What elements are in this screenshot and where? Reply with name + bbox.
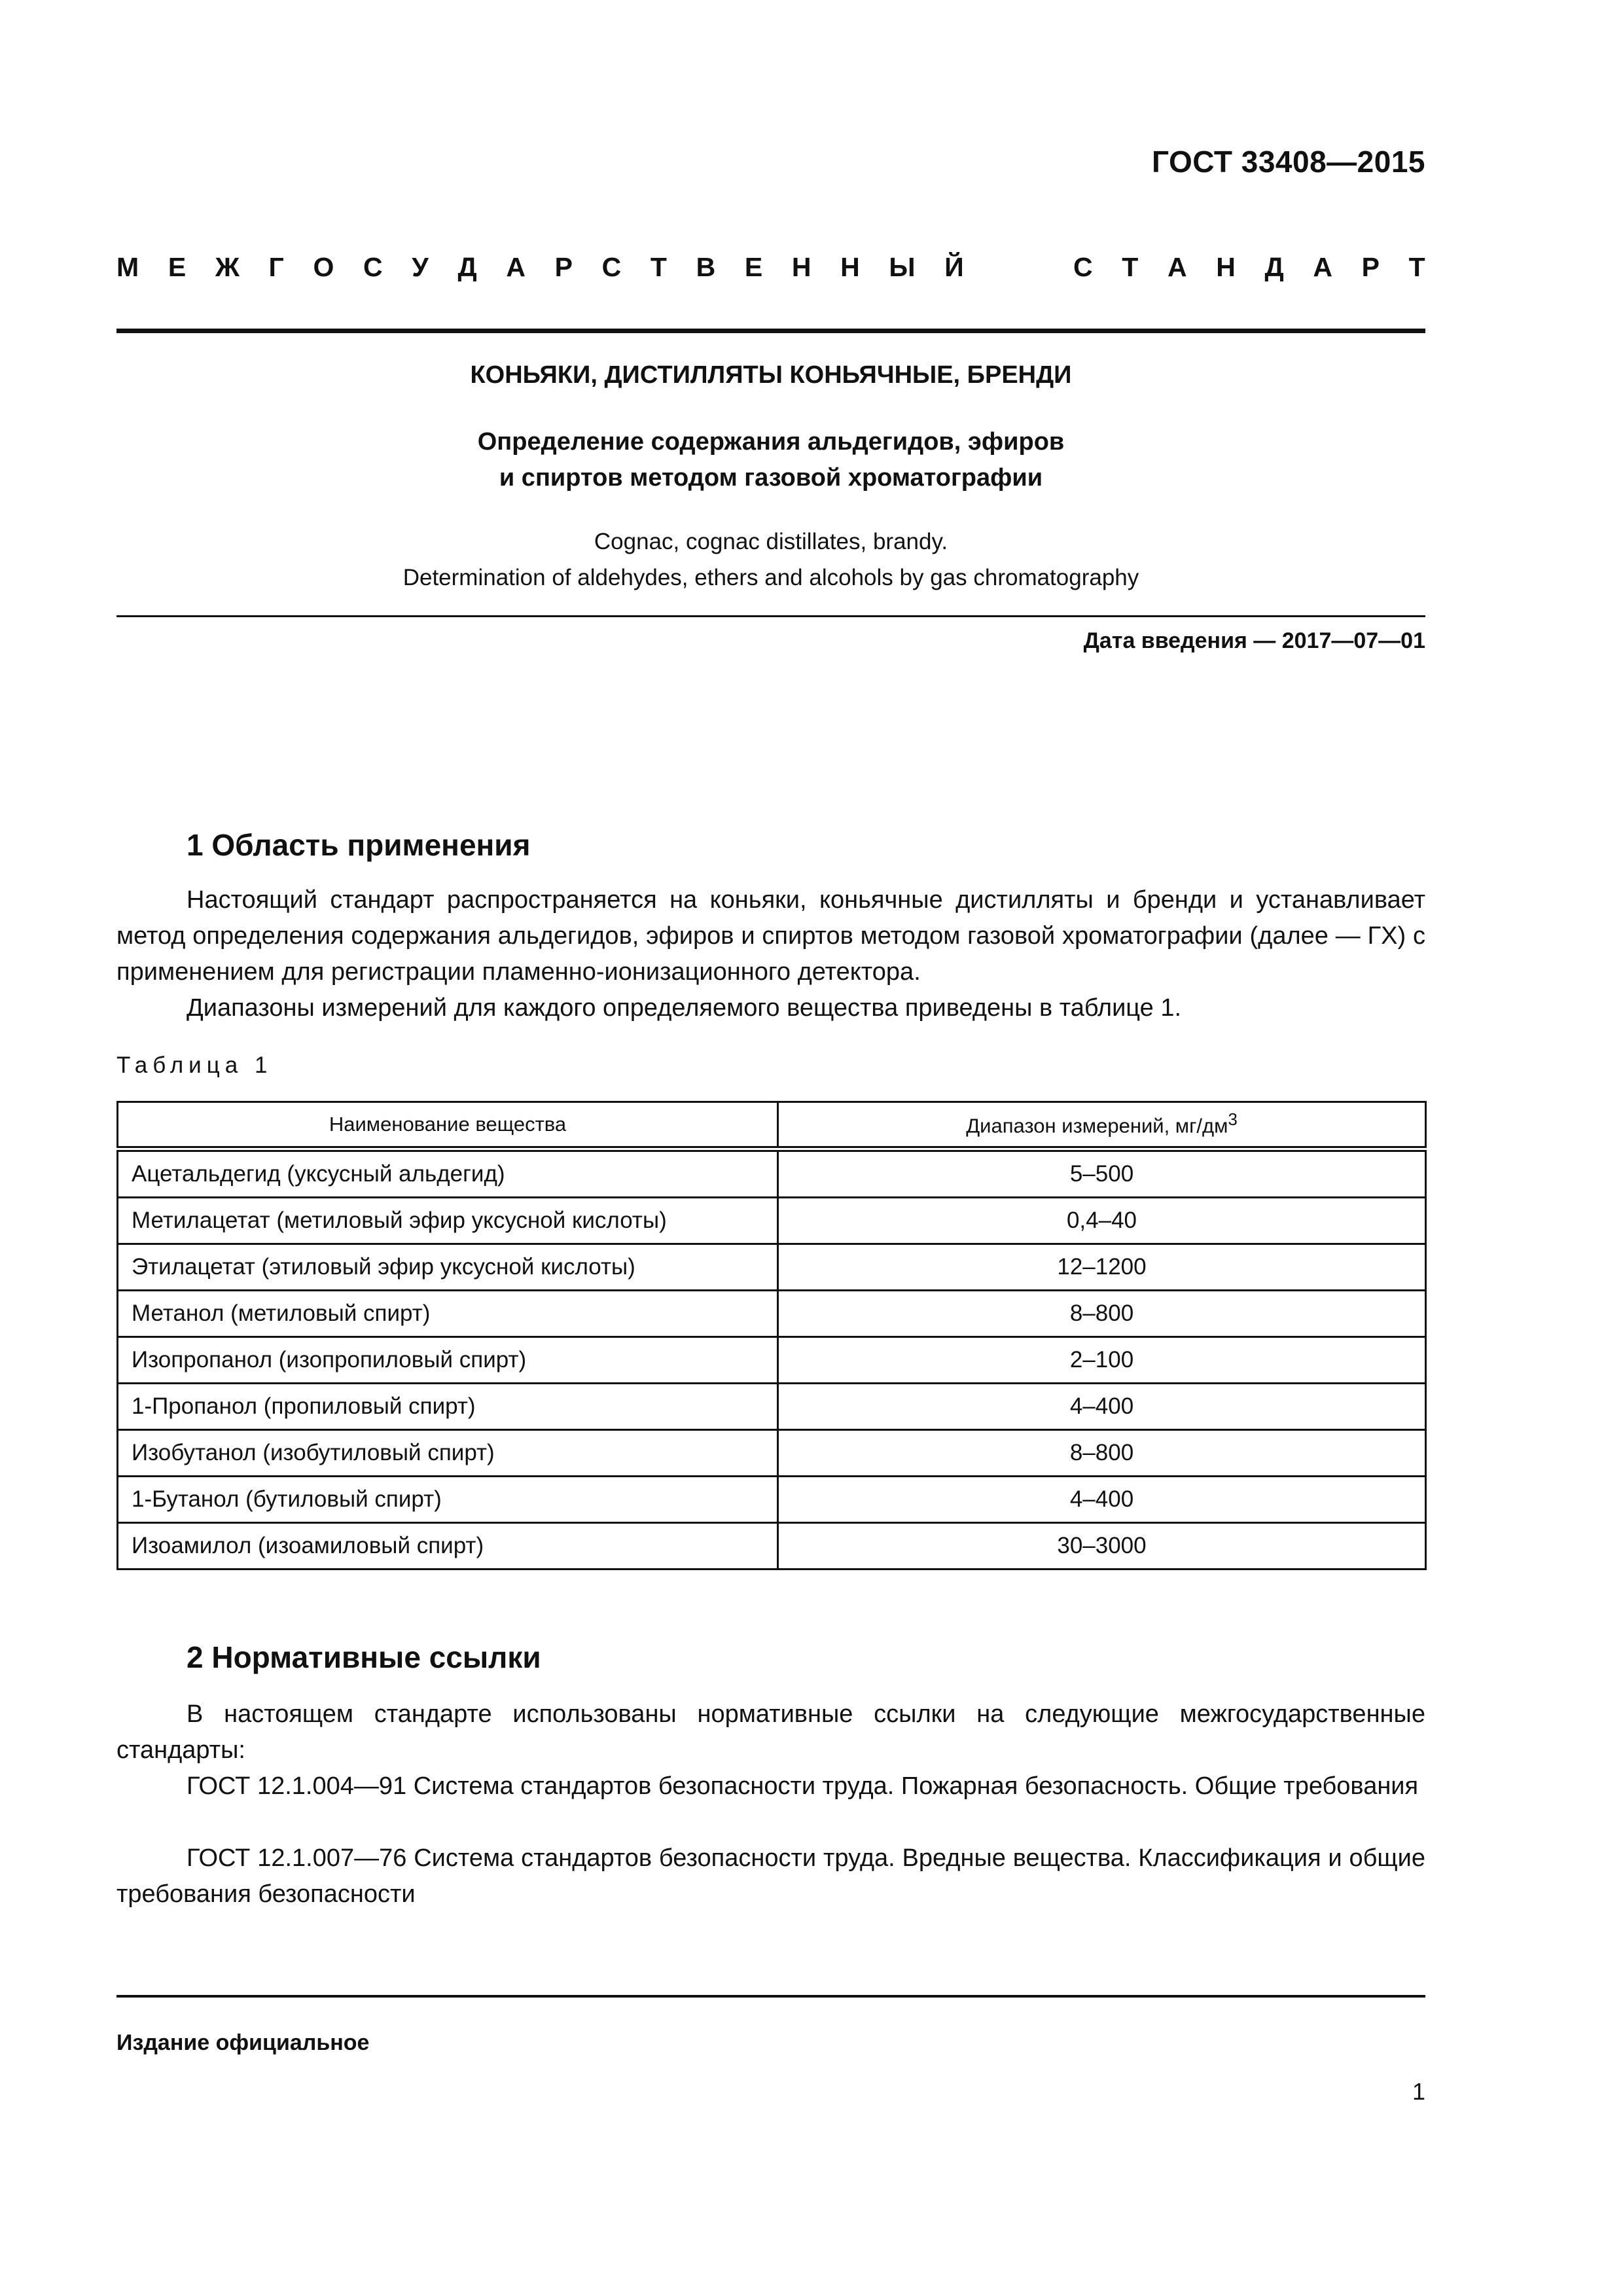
document-title: КОНЬЯКИ, ДИСТИЛЛЯТЫ КОНЬЯЧНЫЕ, БРЕНДИ — [470, 361, 1072, 389]
subtitle-line: Определение содержания альдегидов, эфиров — [477, 428, 1065, 456]
substance-cell: Метилацетат (метиловый эфир уксусной кислоты) — [118, 1198, 778, 1244]
range-cell: 0,4–40 — [778, 1198, 1426, 1244]
title-divider — [116, 615, 1425, 617]
table-row — [118, 1198, 1426, 1244]
heading-letter: С — [1073, 251, 1093, 282]
substance-cell: Метанол (метиловый спирт) — [118, 1291, 778, 1337]
substance-cell: Этилацетат (этиловый эфир уксусной кислоты) — [118, 1244, 778, 1291]
range-cell: 4–400 — [778, 1477, 1426, 1523]
introduction-date: Дата введения — 2017—07—01 — [1083, 628, 1425, 653]
range-cell: 4–400 — [778, 1384, 1426, 1430]
heading-letter: А — [1167, 251, 1187, 282]
substance-cell: Изоамилол (изоамиловый спирт) — [118, 1523, 778, 1570]
heading-letter: А — [1313, 251, 1332, 282]
heading-letter: Е — [168, 251, 187, 282]
section-1-heading: 1 Область применения — [187, 828, 531, 862]
heading-letter: Т — [1408, 251, 1425, 282]
substance-cell: Ацетальдегид (уксусный альдегид) — [118, 1149, 778, 1198]
header-text: Диапазон измерений, мг/дм — [966, 1114, 1228, 1138]
heading-letter: У — [412, 251, 429, 282]
heading-letter: О — [313, 251, 334, 282]
table-row — [118, 1523, 1426, 1570]
table-row — [118, 1477, 1426, 1523]
normative-reference — [116, 1768, 1425, 1804]
standard-number: ГОСТ 33408—2015 — [1152, 145, 1425, 179]
footer-divider — [116, 1995, 1425, 1998]
header-divider — [116, 329, 1425, 333]
heading-letter: Т — [650, 251, 667, 282]
substance-cell: Изобутанол (изобутиловый спирт) — [118, 1430, 778, 1477]
range-cell: 2–100 — [778, 1337, 1426, 1384]
table-row — [118, 1384, 1426, 1430]
section-1-paragraph — [116, 882, 1425, 990]
heading-letter: Р — [554, 251, 573, 282]
english-title-line: Determination of aldehydes, ethers and alcohols by gas chromatography — [402, 565, 1139, 590]
header-superscript: 3 — [1228, 1111, 1238, 1130]
edition-label: Издание официальное — [116, 2030, 370, 2055]
range-cell: 30–3000 — [778, 1523, 1426, 1570]
table-row — [118, 1149, 1426, 1198]
document-subtitle — [116, 424, 1425, 496]
section-2-paragraph — [116, 1696, 1425, 1768]
range-cell: 8–800 — [778, 1291, 1426, 1337]
heading-letter: Н — [791, 251, 812, 282]
table-row — [118, 1291, 1426, 1337]
heading-letter: А — [506, 251, 526, 282]
section-1-paragraph — [116, 990, 1425, 1026]
heading-letter: М — [116, 251, 139, 282]
range-cell: 12–1200 — [778, 1244, 1426, 1291]
heading-letter: С — [601, 251, 622, 282]
heading-letter: Д — [457, 251, 477, 282]
table-caption: Таблица 1 — [116, 1052, 273, 1078]
range-cell: 8–800 — [778, 1430, 1426, 1477]
column-header-range — [778, 1102, 1426, 1149]
table-row — [118, 1430, 1426, 1477]
english-title — [116, 524, 1425, 596]
reference-text: ГОСТ 12.1.007—76 Система стандартов безопасности труда. Вредные вещества. Классификация и общие требования безопасности — [116, 1844, 1425, 1908]
table-header-row — [118, 1102, 1426, 1149]
heading-letter: Н — [840, 251, 860, 282]
heading-letter: Ы — [889, 251, 916, 282]
measurement-ranges-table — [116, 1101, 1427, 1570]
reference-text: ГОСТ 12.1.004—91 Система стандартов безопасности труда. Пожарная безопасность. Общие требования — [187, 1772, 1419, 1800]
heading-letter: В — [696, 251, 716, 282]
substance-cell: 1-Пропанол (пропиловый спирт) — [118, 1384, 778, 1430]
substance-cell: 1-Бутанол (бутиловый спирт) — [118, 1477, 778, 1523]
heading-letter: Й — [944, 251, 964, 282]
english-title-line: Cognac, cognac distillates, brandy. — [594, 529, 948, 554]
interstate-standard-heading — [116, 247, 1425, 287]
heading-letter: Г — [268, 251, 284, 282]
table-row — [118, 1244, 1426, 1291]
table-row — [118, 1337, 1426, 1384]
heading-letter: С — [363, 251, 383, 282]
page-number: 1 — [1412, 2078, 1425, 2105]
paragraph-text: Настоящий стандарт распространяется на коньяки, коньячные дистилляты и бренди и устанавливает метод определения содержания альдегидов, эфиров и спиртов методом газовой хроматографии (далее — ГХ) с применением для регистрации пламенно-ионизационного детектора. — [116, 886, 1425, 986]
heading-letter: Р — [1361, 251, 1380, 282]
heading-letter: Е — [744, 251, 763, 282]
heading-letter: Т — [1122, 251, 1139, 282]
heading-letter: Д — [1264, 251, 1284, 282]
range-cell: 5–500 — [778, 1149, 1426, 1198]
column-header-substance: Наименование вещества — [118, 1102, 778, 1149]
substance-cell: Изопропанол (изопропиловый спирт) — [118, 1337, 778, 1384]
paragraph-text: Диапазоны измерений для каждого определяемого вещества приведены в таблице 1. — [187, 994, 1182, 1022]
paragraph-text: В настоящем стандарте использованы нормативные ссылки на следующие межгосударственные стандарты: — [116, 1700, 1425, 1764]
heading-letter: Н — [1216, 251, 1236, 282]
section-2-heading: 2 Нормативные ссылки — [187, 1640, 541, 1674]
heading-letter: Ж — [215, 251, 240, 282]
subtitle-line: и спиртов методом газовой хроматографии — [499, 464, 1043, 492]
normative-reference — [116, 1840, 1425, 1912]
